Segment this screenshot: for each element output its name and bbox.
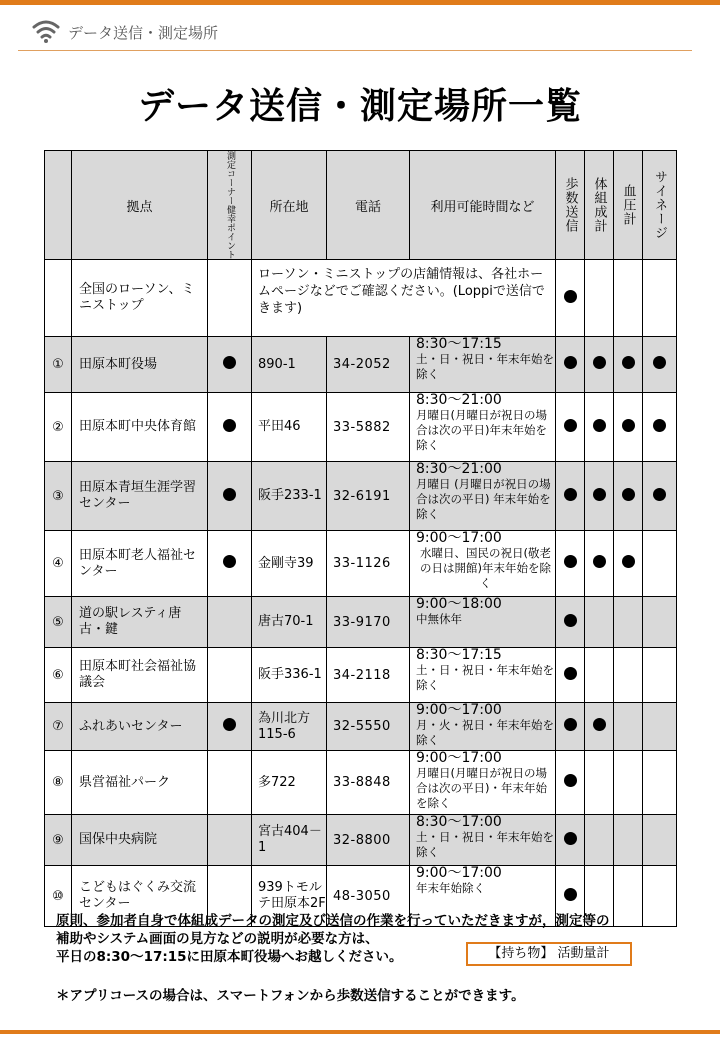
health-point-cell <box>208 751 252 815</box>
body-comp-cell <box>585 751 614 815</box>
signage-cell <box>643 531 677 597</box>
steps-cell <box>556 337 585 393</box>
body-comp-cell <box>585 815 614 866</box>
locations-table <box>44 150 677 927</box>
location-hours <box>410 703 556 751</box>
row-num: ⑤ <box>45 597 72 648</box>
header-signage: サイネージ <box>643 151 677 260</box>
signage-cell <box>643 393 677 462</box>
location-phone: 33-5882 <box>327 393 410 462</box>
table-row <box>45 648 677 703</box>
header-num <box>45 151 72 260</box>
location-address: 平田46 <box>252 393 327 462</box>
table-row <box>45 531 677 597</box>
mark-body-comp <box>593 356 606 369</box>
signage-cell <box>643 337 677 393</box>
header-blood-pressure: 血圧計 <box>614 151 643 260</box>
header-body-comp: 体組成計 <box>585 151 614 260</box>
mark-blood-pressure <box>622 419 635 432</box>
location-name: 道の駅レスティ唐古・鍵 <box>72 597 208 648</box>
location-phone: 34-2118 <box>327 648 410 703</box>
health-point-cell <box>208 648 252 703</box>
location-name: 田原本町役場 <box>72 337 208 393</box>
bottom-accent-bar <box>0 1030 720 1034</box>
mark-steps <box>564 667 577 680</box>
location-hours <box>410 393 556 462</box>
mark-steps <box>564 419 577 432</box>
location-address: 宮古404－1 <box>252 815 327 866</box>
mark-steps <box>564 614 577 627</box>
header-health-point: 測定コーナー健幸ポイント <box>208 151 252 260</box>
location-name: 田原本青垣生涯学習センター <box>72 462 208 531</box>
row-num: ⑨ <box>45 815 72 866</box>
blood-pressure-cell <box>614 703 643 751</box>
health-point-cell <box>208 531 252 597</box>
mark-signage <box>653 356 666 369</box>
hours-time: 9:00～17:00 <box>416 750 502 766</box>
hours-note: 土・日・祝日・年末年始を除く <box>416 352 554 381</box>
mark-signage <box>653 488 666 501</box>
location-address: 多722 <box>252 751 327 815</box>
location-hours <box>410 462 556 531</box>
location-phone: 33-8848 <box>327 751 410 815</box>
mark-steps <box>564 290 577 303</box>
row-num: ④ <box>45 531 72 597</box>
body-comp-cell <box>585 648 614 703</box>
health-point-cell <box>208 815 252 866</box>
page-title: データ送信・測定場所一覧 <box>137 86 582 127</box>
hours-note: 月曜日(月曜日が祝日の場合は次の平日)・年末年始を除く <box>416 766 547 810</box>
mark-health-point <box>223 718 236 731</box>
mark-body-comp <box>593 419 606 432</box>
location-name: ふれあいセンター <box>72 703 208 751</box>
hours-time: 8:30～21:00 <box>416 392 502 408</box>
table-row <box>45 462 677 531</box>
location-phone: 33-9170 <box>327 597 410 648</box>
location-name: 田原本町中央体育館 <box>72 393 208 462</box>
mark-blood-pressure <box>622 488 635 501</box>
health-point-cell <box>208 597 252 648</box>
hours-note: 月曜日(月曜日が祝日の場合は次の平日)年末年始を除く <box>416 408 547 452</box>
table-row <box>45 337 677 393</box>
header-steps: 歩数送信 <box>556 151 585 260</box>
page-header <box>30 14 690 50</box>
header-location: 拠点 <box>72 151 208 260</box>
hours-note: 月曜日 (月曜日が祝日の場合は次の平日) 年末年始を除く <box>416 477 551 521</box>
location-name: 国保中央病院 <box>72 815 208 866</box>
hours-time: 8:30～21:00 <box>416 461 502 477</box>
table-row <box>45 815 677 866</box>
body-comp-cell <box>585 462 614 531</box>
mark-body-comp <box>593 488 606 501</box>
location-phone: 32-5550 <box>327 703 410 751</box>
signage-cell <box>643 462 677 531</box>
header-divider <box>18 50 692 51</box>
row-num: ⑧ <box>45 751 72 815</box>
row-num: ⑥ <box>45 648 72 703</box>
table-row <box>45 393 677 462</box>
row-num: ⑩ <box>45 866 72 927</box>
health-point-cell <box>208 393 252 462</box>
location-hours <box>410 751 556 815</box>
row-num <box>45 260 72 337</box>
mark-steps <box>564 488 577 501</box>
body-comp-cell <box>585 531 614 597</box>
row-num: ② <box>45 393 72 462</box>
row-num: ⑦ <box>45 703 72 751</box>
signage-cell <box>643 597 677 648</box>
location-phone: 32-8800 <box>327 815 410 866</box>
table-row <box>45 751 677 815</box>
steps-cell <box>556 703 585 751</box>
hours-time: 9:00～18:00 <box>416 596 502 612</box>
signage-cell <box>643 648 677 703</box>
location-address: 為川北方115-6 <box>252 703 327 751</box>
mark-health-point <box>223 356 236 369</box>
header-phone: 電話 <box>327 151 410 260</box>
table-header-row <box>45 151 677 260</box>
location-name: こどもはぐくみ交流センター <box>72 866 208 927</box>
mark-health-point <box>223 419 236 432</box>
mark-blood-pressure <box>622 555 635 568</box>
mark-health-point <box>223 488 236 501</box>
all-stores-info: ローソン・ミニストップの店舗情報は、各社ホームページなどでご確認ください。(Loppiで送信できます) <box>252 260 556 337</box>
signage-cell <box>643 703 677 751</box>
table-row <box>45 260 677 337</box>
location-hours <box>410 648 556 703</box>
hours-note: 土・日・祝日・年末年始を除く <box>416 830 554 859</box>
mark-health-point <box>223 555 236 568</box>
top-accent-bar <box>0 0 720 5</box>
steps-cell <box>556 751 585 815</box>
location-name: 田原本町社会福祉協議会 <box>72 648 208 703</box>
location-phone: 34-2052 <box>327 337 410 393</box>
location-phone: 32-6191 <box>327 462 410 531</box>
bring-items-box: 【持ち物】 活動量計 <box>466 942 632 966</box>
hours-note: 水曜日、国民の祝日(敬老の日は開館)年末年始を除く <box>420 546 551 590</box>
mark-signage <box>653 419 666 432</box>
body-comp-cell <box>585 703 614 751</box>
hours-time: 8:30～17:00 <box>416 814 502 830</box>
hours-time: 9:00～17:00 <box>416 702 502 718</box>
footnote: ＊アプリコースの場合は、スマートフォンから歩数送信することができます。 <box>56 988 525 1004</box>
hours-note: 年末年始除く <box>416 881 485 895</box>
signage-cell <box>643 815 677 866</box>
mark-steps <box>564 832 577 845</box>
blood-pressure-cell <box>614 531 643 597</box>
location-address: 阪手233-1 <box>252 462 327 531</box>
location-address: 阪手336-1 <box>252 648 327 703</box>
hours-time: 8:30～17:15 <box>416 647 502 663</box>
blood-pressure-cell <box>614 597 643 648</box>
location-address: 890-1 <box>252 337 327 393</box>
location-address: 金剛寺39 <box>252 531 327 597</box>
header-address: 所在地 <box>252 151 327 260</box>
blood-pressure-cell <box>614 337 643 393</box>
body-comp-cell <box>585 393 614 462</box>
steps-cell <box>556 531 585 597</box>
hours-note: 中無休年 <box>416 612 462 626</box>
body-comp-cell <box>585 597 614 648</box>
mark-body-comp <box>593 718 606 731</box>
body-comp-cell <box>585 337 614 393</box>
hours-time: 8:30～17:15 <box>416 336 502 352</box>
location-address: 唐古70-1 <box>252 597 327 648</box>
steps-cell <box>556 597 585 648</box>
health-point-cell <box>208 703 252 751</box>
steps-cell <box>556 815 585 866</box>
wifi-icon <box>32 18 60 44</box>
location-name: 全国のローソン、ミニストップ <box>72 260 208 337</box>
table-row <box>45 703 677 751</box>
blood-pressure-cell <box>614 815 643 866</box>
mark-blood-pressure <box>622 356 635 369</box>
blood-pressure-cell <box>614 462 643 531</box>
steps-cell <box>556 393 585 462</box>
hours-time: 9:00～17:00 <box>416 530 502 546</box>
row-num: ① <box>45 337 72 393</box>
location-hours <box>410 531 556 597</box>
mark-steps <box>564 356 577 369</box>
hours-time: 9:00～17:00 <box>416 865 502 881</box>
mark-body-comp <box>593 555 606 568</box>
header-hours: 利用可能時間など <box>410 151 556 260</box>
row-num: ③ <box>45 462 72 531</box>
location-hours <box>410 597 556 648</box>
health-point-cell <box>208 462 252 531</box>
location-phone: 33-1126 <box>327 531 410 597</box>
steps-cell <box>556 462 585 531</box>
table-row <box>45 597 677 648</box>
blood-pressure-cell <box>614 393 643 462</box>
steps-cell <box>556 648 585 703</box>
mark-steps <box>564 555 577 568</box>
hours-note: 土・日・祝日・年末年始を除く <box>416 663 554 692</box>
mark-steps <box>564 888 577 901</box>
location-name: 田原本町老人福祉センター <box>72 531 208 597</box>
location-name: 県営福祉パーク <box>72 751 208 815</box>
signage-cell <box>643 751 677 815</box>
blood-pressure-cell <box>614 648 643 703</box>
health-point-cell <box>208 337 252 393</box>
header-title: データ送信・測定場所 <box>68 24 219 42</box>
mark-steps <box>564 718 577 731</box>
blood-pressure-cell <box>614 751 643 815</box>
location-address: 939トモルテ田原本2F <box>252 866 327 927</box>
mark-steps <box>564 774 577 787</box>
hours-note: 月・火・祝日・年末年始を除く <box>416 718 554 747</box>
location-hours <box>410 337 556 393</box>
note-text: 原則、参加者自身で体組成データの測定及び送信の作業を行っていただきますが，測定等の 補助やシステム画面の見方などの説明が必要な方は、 平日の8:30～17:15に田原本町役場へお越しください。 <box>56 913 610 965</box>
location-phone: 48-3050 <box>327 866 410 927</box>
location-hours <box>410 815 556 866</box>
